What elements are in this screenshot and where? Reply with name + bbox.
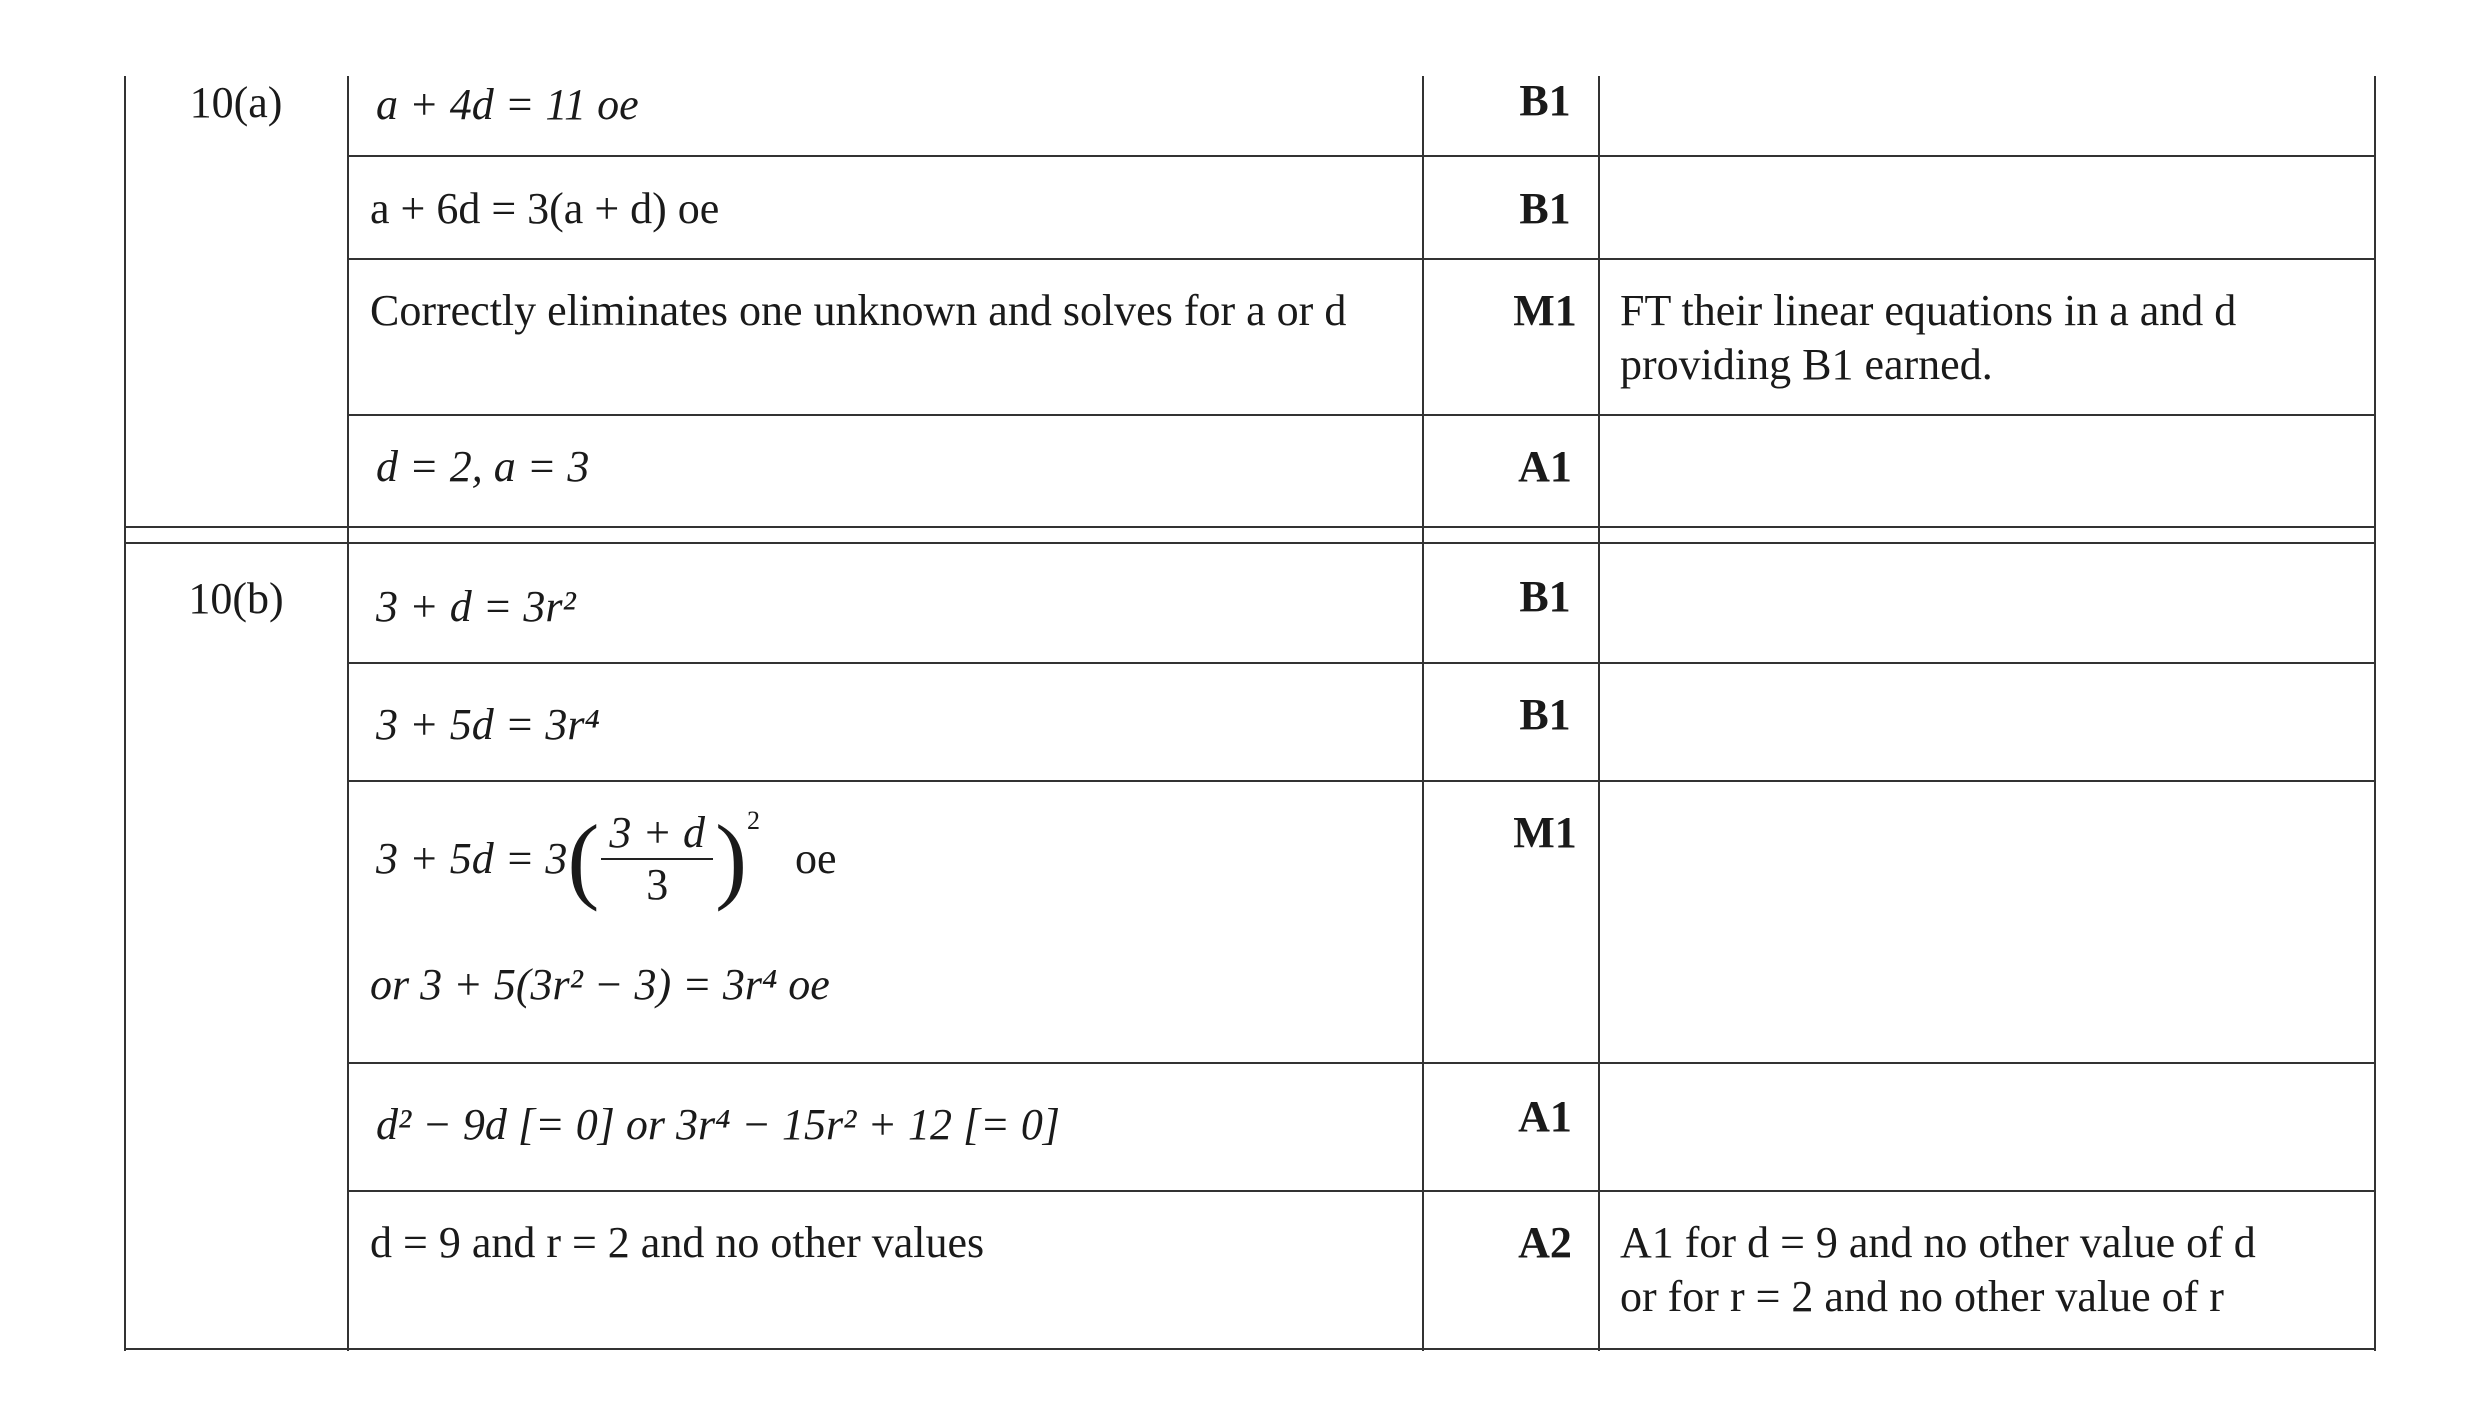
table-right-border [2374,76,2376,1351]
answer-cell [376,1098,1416,1152]
answer-text: d² − 9d [= 0] or 3r⁴ − 15r² + 12 [= 0] [376,1100,1060,1149]
equation-lhs: 3 + 5d = 3 [376,834,568,883]
answer-cell [376,698,1416,752]
table-left-border [124,76,126,1351]
answer-text: 3 + 5d = 3r⁴ [376,700,600,749]
row-divider [347,662,2374,664]
exponent: 2 [747,806,761,836]
guidance-cell [1620,1216,2360,1324]
mark-cell: A1 [1518,1092,1572,1141]
oe-label: oe [795,834,837,883]
table-bottom-border [124,1348,2376,1350]
mark-cell: A2 [1518,1218,1572,1267]
mark-cell: B1 [1519,572,1571,621]
guidance-line: FT their linear equations in a and d [1620,286,2237,335]
answer-cell [376,440,1416,494]
row-divider [347,155,2374,157]
row-divider [347,1190,2374,1192]
section-separator [124,526,2374,528]
equation-line [376,805,1416,938]
answer-text: Correctly eliminates one unknown and solves for a or d [370,286,1347,335]
answer-cell [370,284,1420,338]
right-paren: ) [715,805,748,912]
row-divider [347,258,2374,260]
section-separator [124,542,2374,544]
answer-cell [376,580,1416,634]
fraction-denominator: 3 [646,860,669,909]
equation-line: or 3 + 5(3r² − 3) = 3r⁴ oe [370,960,830,1009]
answer-cell [370,182,1410,236]
guidance-line: A1 for d = 9 and no other value of d [1620,1218,2256,1267]
row-divider [347,1062,2374,1064]
answer-text: d = 9 and r = 2 and no other values [370,1218,985,1267]
fraction-numerator: 3 + d [601,808,713,860]
column-divider-answer [1422,76,1424,1351]
mark-cell: M1 [1513,808,1577,857]
answer-cell [370,1216,1410,1270]
answer-text: d = 2, a = 3 [376,442,590,491]
column-divider-question [347,76,349,1351]
fraction [601,808,713,910]
guidance-cell [1620,284,2360,392]
row-divider [347,414,2374,416]
answer-text: 3 + d = 3r² [376,582,576,631]
answer-text: a + 4d = 11 oe [376,80,639,129]
answer-text: a + 6d = 3(a + d) oe [370,184,720,233]
mark-cell: B1 [1519,76,1571,125]
question-number: 10(a) [189,78,283,127]
mark-cell: B1 [1519,690,1571,739]
left-paren: ( [567,805,600,912]
mark-cell: A1 [1518,442,1572,491]
question-number: 10(b) [188,574,284,623]
answer-cell [370,805,1416,1012]
guidance-line: providing B1 earned. [1620,340,1993,389]
row-divider [347,780,2374,782]
answer-cell [376,78,1416,132]
mark-cell: M1 [1513,286,1577,335]
mark-cell: B1 [1519,184,1571,233]
guidance-line: or for r = 2 and no other value of r [1620,1272,2224,1321]
